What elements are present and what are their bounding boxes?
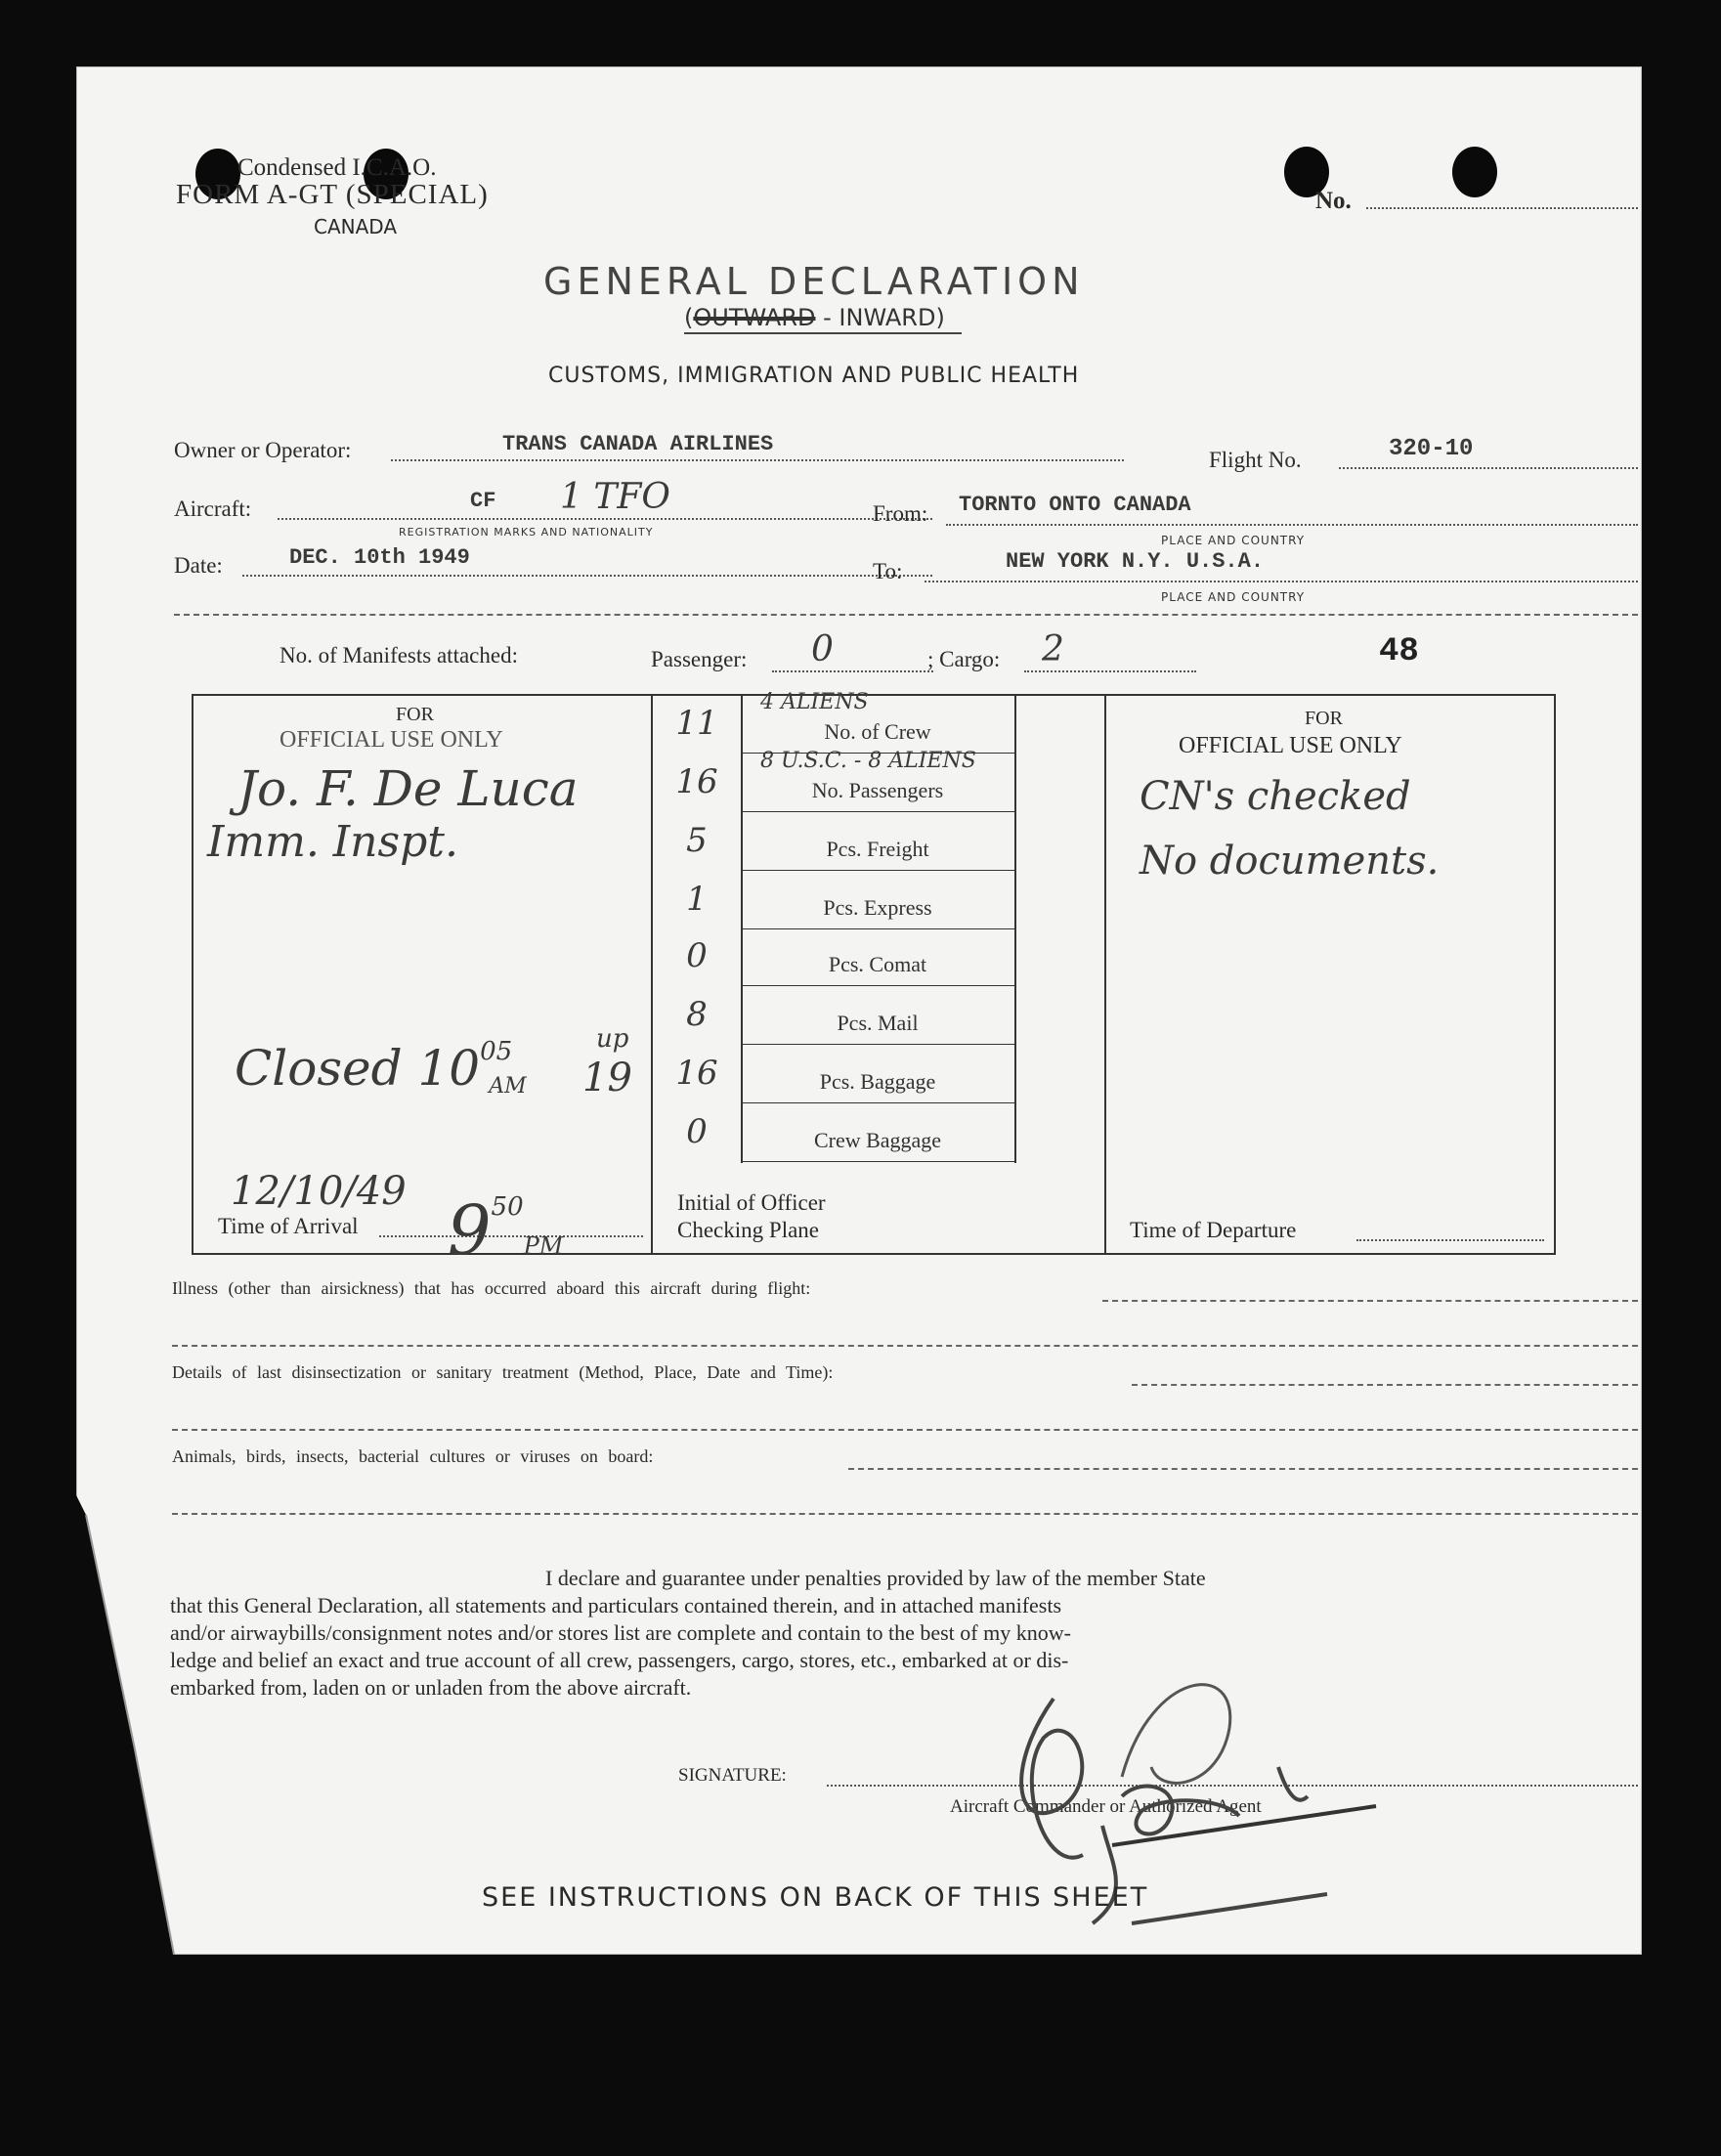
side-note: 19 xyxy=(582,1056,632,1100)
animals-line-2 xyxy=(172,1513,1638,1515)
owner-line xyxy=(391,459,1124,461)
row-divider xyxy=(741,928,1016,929)
date-line xyxy=(242,575,932,577)
form-number: FORM A-GT (SPECIAL) xyxy=(176,179,489,210)
row-note: 8 U.S.C. - 8 ALIENS xyxy=(760,749,976,773)
row-divider xyxy=(741,1102,1016,1103)
declaration-line-2: that this General Declaration, all statements and particulars contained therein, and in attached manifests xyxy=(170,1593,1062,1617)
animals-label: Animals, birds, insects, bacterial cultures or viruses on board: xyxy=(172,1446,654,1466)
aircraft-typed: CF xyxy=(470,489,496,513)
direction-line: (OUTWARD - INWARD) xyxy=(684,304,945,331)
no-label: No. xyxy=(1315,188,1352,214)
row-value: 0 xyxy=(686,1112,708,1151)
date-label: Date: xyxy=(174,553,223,578)
cargo-value: 2 xyxy=(1042,629,1064,669)
to-note: PLACE AND COUNTRY xyxy=(1161,590,1306,604)
illness-line xyxy=(1102,1300,1638,1302)
illness-label: Illness (other than airsickness) that has occurred aboard this aircraft during flight: xyxy=(172,1278,811,1298)
row-label: Pcs. Comat xyxy=(828,952,927,976)
declaration-line-3: and/or airwaybills/consignment notes and/or stores list are complete and contain to the best of my know- xyxy=(170,1620,1071,1645)
initial-label-1: Initial of Officer xyxy=(677,1190,826,1215)
signature-sub: Aircraft Commander or Authorized Agent xyxy=(950,1796,1262,1817)
aircraft-line xyxy=(278,518,932,520)
date-value: DEC. 10th 1949 xyxy=(289,545,470,570)
header-divider xyxy=(174,614,1638,616)
animals-line xyxy=(848,1468,1638,1470)
row-note: 4 ALIENS xyxy=(760,690,869,714)
departure-label: Time of Departure xyxy=(1130,1218,1297,1242)
arrival-ampm: PM xyxy=(523,1232,564,1260)
row-value: 16 xyxy=(675,1054,718,1093)
owner-label: Owner or Operator: xyxy=(174,438,352,462)
document-title: GENERAL DECLARATION xyxy=(543,260,1085,303)
row-label: No. Passengers xyxy=(811,778,944,802)
right-official-title: OFFICIAL USE ONLY xyxy=(1179,733,1402,758)
declaration-line-5: embarked from, laden on or unladen from the above aircraft. xyxy=(170,1675,692,1700)
arrival-hour: 9 xyxy=(448,1190,492,1271)
torn-corner-icon xyxy=(76,1495,213,1964)
from-label: From: xyxy=(873,501,928,526)
row-label: Pcs. Express xyxy=(823,895,932,920)
row-value: 0 xyxy=(686,936,708,975)
subtitle: CUSTOMS, IMMIGRATION AND PUBLIC HEALTH xyxy=(548,364,1080,388)
arrival-date: 12/10/49 xyxy=(231,1169,407,1214)
right-note-1: CN's checked xyxy=(1140,774,1411,819)
closed-minutes: 05 xyxy=(480,1037,513,1066)
inward-label: - INWARD) xyxy=(823,304,945,331)
row-label: Pcs. Freight xyxy=(826,837,929,861)
arrival-minutes: 50 xyxy=(491,1192,524,1222)
row-value: 16 xyxy=(675,762,718,801)
aircraft-hand: 1 TFO xyxy=(560,477,670,517)
row-label: No. of Crew xyxy=(824,719,931,744)
row-divider xyxy=(741,1044,1016,1045)
cargo-label: ; Cargo: xyxy=(927,647,1001,671)
passenger-value: 0 xyxy=(811,629,834,669)
from-value: TORNTO ONTO CANADA xyxy=(959,493,1191,517)
passenger-line xyxy=(772,670,933,672)
to-value: NEW YORK N.Y. U.S.A. xyxy=(1006,549,1265,574)
title-underline xyxy=(684,332,962,334)
to-label: To: xyxy=(873,559,903,583)
flight-line xyxy=(1339,467,1638,469)
row-label: Pcs. Baggage xyxy=(819,1069,936,1094)
initial-label-2: Checking Plane xyxy=(677,1218,819,1242)
row-divider xyxy=(741,870,1016,871)
from-note: PLACE AND COUNTRY xyxy=(1161,534,1306,547)
left-official-title: OFFICIAL USE ONLY xyxy=(280,727,503,753)
country-label: CANADA xyxy=(314,215,398,238)
disinsect-line xyxy=(1132,1384,1638,1386)
row-divider xyxy=(741,985,1016,986)
outward-struck: OUTWARD xyxy=(693,304,816,331)
signature-label: SIGNATURE: xyxy=(678,1765,787,1786)
aircraft-note: REGISTRATION MARKS AND NATIONALITY xyxy=(399,526,654,539)
punch-hole xyxy=(1452,147,1497,197)
left-for: FOR xyxy=(396,704,434,725)
side-note-top: up xyxy=(596,1024,629,1054)
form-sheet xyxy=(76,66,1642,1955)
illness-line-2 xyxy=(172,1345,1638,1347)
arrival-label: Time of Arrival xyxy=(218,1214,359,1238)
condensed-label: Condensed I.C.A.O. xyxy=(237,154,437,181)
disinsect-label: Details of last disinsectization or sanitary treatment (Method, Place, Date and Time): xyxy=(172,1362,834,1382)
row-value: 8 xyxy=(686,995,708,1034)
right-note-2: No documents. xyxy=(1140,839,1440,884)
arrival-time xyxy=(448,1190,563,1271)
closed-time xyxy=(235,1037,550,1099)
divider-right xyxy=(1104,694,1106,1253)
row-label: Pcs. Mail xyxy=(837,1011,919,1035)
no-field-line xyxy=(1366,207,1638,209)
closed-text: Closed 10 xyxy=(235,1040,481,1097)
flight-value: 320-10 xyxy=(1389,436,1474,462)
right-for: FOR xyxy=(1305,708,1343,729)
to-line xyxy=(925,581,1638,582)
from-line xyxy=(946,524,1638,526)
owner-value: TRANS CANADA AIRLINES xyxy=(502,432,774,456)
disinsect-line-2 xyxy=(172,1429,1638,1431)
passenger-label: Passenger: xyxy=(651,647,748,671)
row-label: Crew Baggage xyxy=(813,1128,942,1152)
inspector-title: Imm. Inspt. xyxy=(207,817,458,867)
row-value: 5 xyxy=(686,821,708,860)
declaration-line-4: ledge and belief an exact and true account of all crew, passengers, cargo, stores, etc., embarked at or dis- xyxy=(170,1648,1069,1672)
row-divider xyxy=(741,811,1016,812)
cargo-line xyxy=(1024,670,1196,672)
footer-instructions: SEE INSTRUCTIONS ON BACK OF THIS SHEET xyxy=(482,1882,1149,1913)
manifests-label: No. of Manifests attached: xyxy=(280,643,518,668)
row-divider xyxy=(741,1161,1016,1162)
aircraft-label: Aircraft: xyxy=(174,496,252,521)
row-value: 11 xyxy=(675,704,718,743)
declaration-line-1: I declare and guarantee under penalties provided by law of the member State xyxy=(545,1566,1206,1590)
closed-ampm: AM xyxy=(489,1074,527,1099)
inspector-signature: Jo. F. De Luca xyxy=(237,760,579,817)
row-value: 1 xyxy=(686,880,708,919)
flight-label: Flight No. xyxy=(1209,448,1302,472)
departure-line xyxy=(1356,1239,1544,1241)
stamp-number: 48 xyxy=(1379,633,1419,670)
